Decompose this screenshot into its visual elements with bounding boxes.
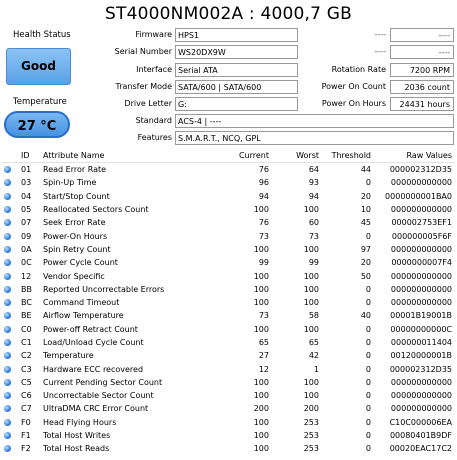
serial-number-value: WS20DX9W: [175, 45, 298, 59]
power-on-hours-label: Power On Hours: [321, 99, 386, 108]
cell-threshold: 0: [365, 338, 371, 347]
transfer-mode-value: SATA/600 | SATA/600: [175, 80, 298, 94]
status-good-icon: [4, 326, 11, 333]
cell-current: 100: [253, 324, 269, 334]
cell-threshold: 20: [360, 191, 371, 201]
cell-name: Seek Error Rate: [43, 218, 106, 228]
cell-worst: 100: [303, 205, 319, 215]
cell-current: 100: [253, 444, 269, 454]
status-good-icon: [4, 339, 11, 346]
cell-raw: 00080401B9DF: [389, 431, 452, 441]
cell-threshold: 10: [360, 205, 371, 215]
firmware-label: Firmware: [135, 30, 172, 39]
features-value: S.M.A.R.T., NCQ, GPL: [175, 131, 454, 145]
status-cell: [2, 336, 19, 349]
table-row[interactable]: [2, 296, 454, 309]
status-good-icon: [4, 432, 11, 439]
cell-id: 01: [21, 165, 32, 175]
cell-name: Reallocated Sectors Count: [43, 205, 149, 215]
transfer-mode-label: Transfer Mode: [115, 82, 172, 91]
cell-raw: 000000000000: [390, 377, 452, 387]
table-row[interactable]: [2, 176, 454, 189]
status-good-icon: [4, 299, 11, 306]
cell-current: 200: [253, 404, 269, 414]
blank-value-2: ----: [390, 45, 454, 59]
cell-current: 96: [258, 178, 269, 188]
status-good-icon: [4, 445, 11, 452]
cell-id: BB: [21, 284, 32, 294]
cell-threshold: 0: [365, 298, 371, 308]
cell-raw: 0000000007F4: [391, 258, 452, 268]
cell-current: 100: [253, 271, 269, 281]
cell-threshold: 97: [360, 244, 371, 254]
cell-raw: 000002312D35: [389, 165, 452, 175]
status-good-icon: [4, 206, 11, 213]
table-row[interactable]: [2, 402, 454, 415]
status-good-icon: [4, 273, 11, 280]
power-on-count-label: Power On Count: [321, 82, 386, 91]
power-on-hours-value: 24431 hours: [390, 97, 454, 111]
cell-name: Command Timeout: [43, 298, 120, 308]
cell-worst: 1: [313, 364, 319, 374]
cell-threshold: 20: [360, 258, 371, 268]
cell-threshold: 0: [365, 178, 371, 188]
cell-id: BE: [21, 311, 32, 321]
cell-name: Hardware ECC recovered: [43, 364, 144, 374]
cell-current: 100: [253, 298, 269, 308]
status-cell: [2, 216, 19, 229]
cell-id: C0: [21, 324, 32, 334]
cell-name: Power Cycle Count: [43, 258, 118, 268]
cell-threshold: 0: [365, 364, 371, 374]
cell-current: 94: [258, 191, 269, 201]
status-cell: [2, 243, 19, 256]
status-cell: [2, 429, 19, 442]
cell-worst: 64: [308, 165, 319, 175]
cell-raw: 00001B19001B: [390, 311, 452, 321]
cell-worst: 100: [303, 244, 319, 254]
cell-worst: 253: [303, 444, 319, 454]
cell-raw: 000000000000: [390, 244, 452, 254]
cell-id: 09: [21, 231, 32, 241]
cell-worst: 100: [303, 324, 319, 334]
cell-raw: 000000000000: [390, 391, 452, 401]
cell-worst: 65: [308, 338, 319, 347]
status-cell: [2, 229, 19, 242]
table-row[interactable]: [2, 283, 454, 296]
cell-id: 04: [21, 191, 32, 201]
cell-threshold: 0: [365, 284, 371, 294]
status-cell: [2, 256, 19, 269]
cell-threshold: 0: [365, 404, 371, 414]
table-row[interactable]: [2, 269, 454, 282]
cell-current: 73: [258, 231, 269, 241]
cell-threshold: 0: [365, 391, 371, 401]
cell-current: 27: [258, 351, 269, 361]
cell-threshold: 50: [360, 271, 371, 281]
rotation-rate-label: Rotation Rate: [331, 65, 386, 74]
cell-raw: 000000011404: [390, 338, 452, 347]
cell-threshold: 0: [365, 431, 371, 441]
cell-id: F1: [21, 431, 31, 441]
power-on-count-value: 2036 count: [390, 80, 454, 94]
status-cell: [2, 309, 19, 322]
cell-threshold: 0: [365, 324, 371, 334]
status-good-icon: [4, 405, 11, 412]
status-good-icon: [4, 259, 11, 266]
status-cell: [2, 269, 19, 282]
status-cell: [2, 163, 19, 177]
cell-worst: 73: [308, 231, 319, 241]
table-row[interactable]: [2, 429, 454, 442]
blank-value-1: ----: [390, 28, 454, 42]
cell-id: 0C: [21, 258, 32, 268]
standard-label: Standard: [135, 116, 172, 125]
standard-value: ACS-4 | ----: [175, 114, 454, 128]
cell-current: 12: [258, 364, 269, 374]
smart-attributes-table[interactable]: [2, 149, 454, 456]
cell-worst: 253: [303, 431, 319, 441]
disk-title: ST4000NM002A : 4000,7 GB: [105, 4, 352, 24]
id-column-header[interactable]: ID: [19, 149, 41, 163]
cell-threshold: 44: [360, 165, 371, 175]
cell-name: Load/Unload Cycle Count: [43, 338, 144, 347]
cell-name: Temperature: [43, 351, 94, 361]
status-cell: [2, 190, 19, 203]
cell-threshold: 0: [365, 351, 371, 361]
table-row[interactable]: [2, 416, 454, 429]
cell-current: 100: [253, 284, 269, 294]
cell-raw: C10C000006EA: [389, 417, 452, 427]
status-cell: [2, 442, 19, 455]
cell-raw: 00020EAC17C2: [389, 444, 452, 454]
table-row[interactable]: [2, 362, 454, 375]
cell-worst: 93: [308, 178, 319, 188]
cell-raw: 000000000000: [390, 298, 452, 308]
status-cell: [2, 323, 19, 336]
cell-worst: 42: [308, 351, 319, 361]
cell-current: 76: [258, 165, 269, 175]
status-cell: [2, 203, 19, 216]
cell-current: 100: [253, 431, 269, 441]
cell-threshold: 0: [365, 377, 371, 387]
cell-worst: 253: [303, 417, 319, 427]
table-row[interactable]: [2, 256, 454, 269]
status-cell: [2, 176, 19, 189]
rotation-rate-value: 7200 RPM: [390, 63, 454, 77]
cell-name: Start/Stop Count: [43, 191, 110, 201]
cell-raw: 000000000000: [390, 178, 452, 188]
cell-raw: 000000000000: [390, 404, 452, 414]
cell-name: Power-off Retract Count: [43, 324, 138, 334]
status-good-icon: [4, 246, 11, 253]
cell-name: Reported Uncorrectable Errors: [43, 284, 165, 294]
threshold-column-header[interactable]: Threshold: [321, 149, 373, 163]
cell-name: Airflow Temperature: [43, 311, 124, 321]
cell-raw: 0000000001BA0: [385, 191, 452, 201]
status-good-icon: [4, 193, 11, 200]
status-good-icon: [4, 166, 11, 173]
table-row[interactable]: [2, 163, 454, 177]
status-cell: [2, 416, 19, 429]
cell-current: 100: [253, 377, 269, 387]
cell-current: 99: [258, 258, 269, 268]
cell-threshold: 0: [365, 231, 371, 241]
cell-name: Spin-Up Time: [43, 178, 97, 188]
status-cell: [2, 296, 19, 309]
cell-name: Current Pending Sector Count: [43, 377, 163, 387]
cell-id: C7: [21, 404, 32, 414]
cell-current: 100: [253, 244, 269, 254]
cell-worst: 100: [303, 377, 319, 387]
cell-worst: 100: [303, 284, 319, 294]
status-cell: [2, 362, 19, 375]
cell-worst: 99: [308, 258, 319, 268]
status-good-icon: [4, 286, 11, 293]
status-good-icon: [4, 233, 11, 240]
cell-name: Spin Retry Count: [43, 244, 111, 254]
cell-id: 05: [21, 205, 32, 215]
status-cell: [2, 389, 19, 402]
cell-id: C5: [21, 377, 32, 387]
status-column-header[interactable]: [2, 149, 19, 163]
drive-letter-value: G:: [175, 97, 298, 111]
table-row[interactable]: [2, 243, 454, 256]
cell-worst: 100: [303, 298, 319, 308]
features-label: Features: [137, 133, 172, 142]
cell-current: 76: [258, 218, 269, 228]
status-good-icon: [4, 352, 11, 359]
status-good-icon: [4, 366, 11, 373]
current-column-header[interactable]: Current: [219, 149, 271, 163]
attribute-name-column-header[interactable]: Attribute Name: [41, 149, 219, 163]
cell-raw: 000002312D35: [389, 364, 452, 374]
status-good-icon: [4, 179, 11, 186]
table-row[interactable]: [2, 229, 454, 242]
table-row[interactable]: [2, 442, 454, 455]
table-row[interactable]: [2, 336, 454, 349]
cell-name: Uncorrectable Sector Count: [43, 391, 154, 401]
table-row[interactable]: [2, 376, 454, 389]
status-cell: [2, 376, 19, 389]
cell-name: Head Flying Hours: [43, 417, 117, 427]
cell-raw: 00120000001B: [390, 351, 452, 361]
health-status-badge[interactable]: Good: [6, 48, 71, 85]
blank-label-2: ----: [374, 47, 386, 56]
cell-worst: 94: [308, 191, 319, 201]
table-row[interactable]: [2, 323, 454, 336]
blank-label-1: ----: [374, 30, 386, 39]
cell-name: Vendor Specific: [43, 271, 105, 281]
cell-id: 12: [21, 271, 32, 281]
cell-id: C2: [21, 351, 32, 361]
cell-raw: 00000000000C: [390, 324, 452, 334]
cell-id: C6: [21, 391, 32, 401]
status-good-icon: [4, 379, 11, 386]
cell-worst: 100: [303, 271, 319, 281]
cell-id: C1: [21, 338, 32, 347]
status-cell: [2, 349, 19, 362]
cell-id: F2: [21, 444, 31, 454]
cell-threshold: 45: [360, 218, 371, 228]
cell-current: 73: [258, 311, 269, 321]
cell-raw: 000000005F6F: [391, 231, 452, 241]
cell-name: Read Error Rate: [43, 165, 107, 175]
cell-threshold: 0: [365, 444, 371, 454]
status-cell: [2, 283, 19, 296]
raw-values-column-header[interactable]: Raw Values: [373, 149, 454, 163]
cell-worst: 200: [303, 404, 319, 414]
cell-current: 100: [253, 417, 269, 427]
cell-raw: 000002753EF1: [391, 218, 452, 228]
table-row[interactable]: [2, 203, 454, 216]
status-good-icon: [4, 392, 11, 399]
interface-value: Serial ATA: [175, 63, 298, 77]
cell-worst: 58: [308, 311, 319, 321]
cell-worst: 60: [308, 218, 319, 228]
interface-label: Interface: [136, 65, 172, 74]
cell-threshold: 0: [365, 417, 371, 427]
cell-id: BC: [21, 298, 32, 308]
table-row[interactable]: [2, 216, 454, 229]
cell-name: Total Host Writes: [43, 431, 111, 441]
cell-raw: 000000000000: [390, 271, 452, 281]
table-row[interactable]: [2, 349, 454, 362]
health-status-label: Health Status: [13, 30, 71, 40]
cell-id: 0A: [21, 244, 32, 254]
cell-current: 100: [253, 391, 269, 401]
table-row[interactable]: [2, 309, 454, 322]
temperature-badge[interactable]: 27 °C: [4, 111, 70, 138]
cell-name: Total Host Reads: [43, 444, 110, 454]
cell-raw: 000000000000: [390, 205, 452, 215]
cell-current: 65: [258, 338, 269, 347]
status-good-icon: [4, 312, 11, 319]
table-row[interactable]: [2, 190, 454, 203]
table-header-row: [2, 149, 454, 163]
cell-raw: 000000000000: [390, 284, 452, 294]
table-row[interactable]: [2, 389, 454, 402]
status-good-icon: [4, 419, 11, 426]
temperature-label: Temperature: [13, 97, 67, 107]
drive-letter-label: Drive Letter: [124, 99, 172, 108]
cell-name: UltraDMA CRC Error Count: [43, 404, 149, 414]
cell-current: 100: [253, 205, 269, 215]
cell-threshold: 40: [360, 311, 371, 321]
serial-number-label: Serial Number: [114, 47, 172, 56]
worst-column-header[interactable]: Worst: [271, 149, 321, 163]
cell-id: C3: [21, 364, 32, 374]
cell-id: 03: [21, 178, 32, 188]
cell-name: Power-On Hours: [43, 231, 108, 241]
cell-worst: 100: [303, 391, 319, 401]
status-good-icon: [4, 219, 11, 226]
status-cell: [2, 402, 19, 415]
cell-id: 07: [21, 218, 32, 228]
firmware-value: HPS1: [175, 28, 298, 42]
cell-id: F0: [21, 417, 31, 427]
